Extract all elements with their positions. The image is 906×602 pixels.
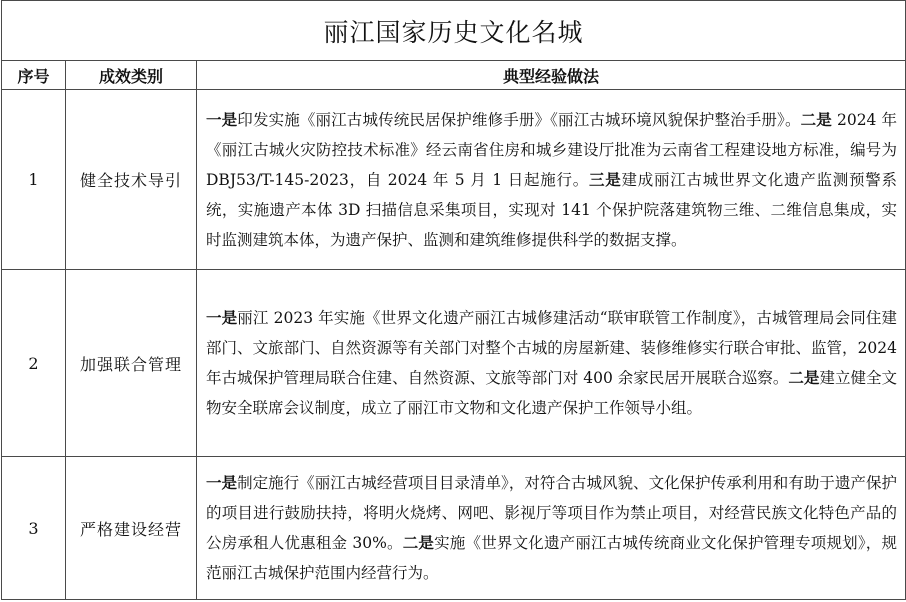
point-keyword: 一是 <box>206 473 238 492</box>
header-num: 序号 <box>2 61 66 90</box>
row-practice <box>197 457 906 600</box>
table-row <box>2 270 906 457</box>
point-text: 制定施行《丽江古城经营项目目录清单》，对符合古城风貌、文化保护传承利用和有助于遗产保护的项目进行鼓励扶持，将明火烧烤、网吧、影视厅等项目作为禁止项目，对经营民族文化特色产品的公房承租人优惠租金 30%。 <box>206 474 898 552</box>
row-practice <box>197 270 906 457</box>
point-text: 建成丽江古城世界文化遗产监测预警系统，实施遗产本体 3D 扫描信息采集项目，实现对 141 个保护院落建筑物三维、二维信息集成，实时监测建筑本体，为遗产保护、监测和建筑维修提供科学的数据支撑。 <box>206 170 898 249</box>
point-keyword: 一是 <box>206 109 238 129</box>
point-keyword: 一是 <box>206 308 238 327</box>
table-row <box>2 90 906 270</box>
row-category: 严格建设经营 <box>66 457 197 600</box>
point-text: 建立健全文物安全联席会议制度，成立了丽江市文物和文化遗产保护工作领导小组。 <box>206 369 897 417</box>
row-num: 1 <box>2 90 66 270</box>
point-keyword: 二是 <box>402 533 435 552</box>
header-practice: 典型经验做法 <box>197 61 906 90</box>
row-num: 2 <box>2 270 66 457</box>
table-row <box>2 457 906 600</box>
point-text: 2024 年《丽江古城火灾防控技术标准》经云南省住房和城乡建设厅批准为云南省工程建设地方标准，编号为 DBJ53/T-145-2023，自 2024 年 5 月 1 日起施行。 <box>206 110 898 189</box>
point-text: 丽江 2023 年实施《世界文化遗产丽江古城修建活动“联审联管工作制度》，古城管理局会同住建部门、文旅部门、自然资源等有关部门对整个古城的房屋新建、装修维修实行联合审批、监管，2024 年古城保护管理局联合住建、自然资源、文旅等部门对 400 余家民居开展联合巡察。 <box>206 309 898 387</box>
point-keyword: 二是 <box>788 368 820 387</box>
point-keyword: 三是 <box>589 169 622 189</box>
point-text: 实施《世界文化遗产丽江古城传统商业文化保护管理专项规划》，规范丽江古城保护范围内经营行为。 <box>206 534 897 582</box>
row-category: 健全技术导引 <box>66 90 197 270</box>
table-title: 丽江国家历史文化名城 <box>2 1 906 61</box>
row-category: 加强联合管理 <box>66 270 197 457</box>
heritage-city-table <box>1 0 906 600</box>
row-practice <box>197 90 906 270</box>
header-category: 成效类别 <box>66 61 197 90</box>
point-text: 印发实施《丽江古城传统民居保护维修手册》《丽江古城环境风貌保护整治手册》。 <box>237 110 801 129</box>
point-keyword: 二是 <box>800 109 832 129</box>
row-num: 3 <box>2 457 66 600</box>
